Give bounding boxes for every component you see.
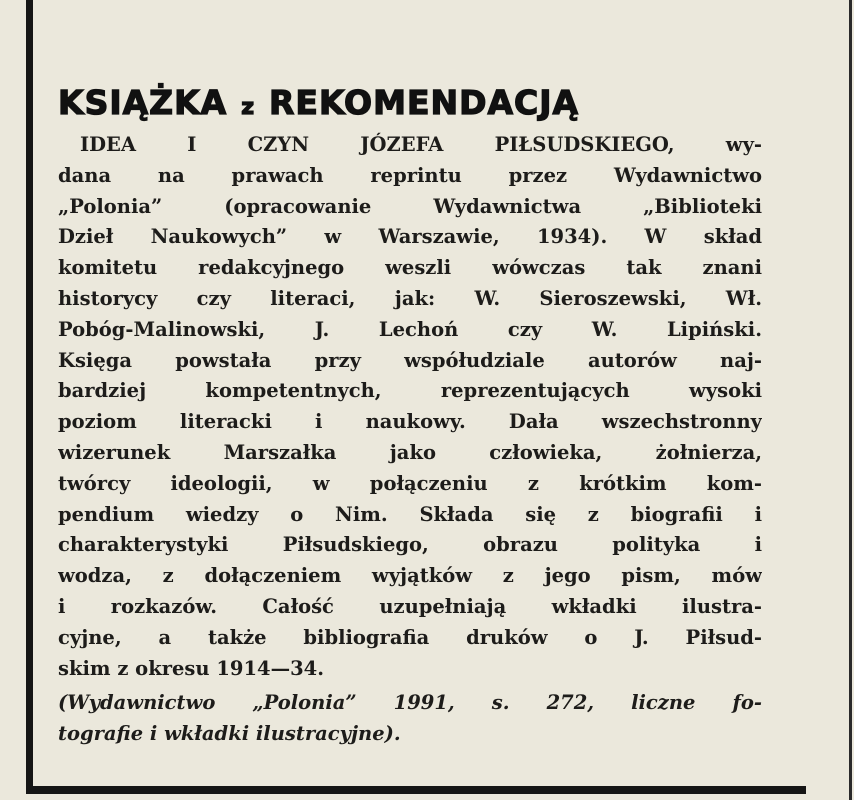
right-edge-rule bbox=[849, 0, 852, 800]
body-line: bardziej kompetentnych, reprezentujących wysoki bbox=[58, 379, 762, 403]
publication-footnote bbox=[58, 688, 762, 750]
body-line: wodza, z dołączeniem wyjątków z jego pism, mów bbox=[58, 564, 762, 588]
headline bbox=[58, 76, 762, 130]
left-column-rule bbox=[26, 0, 33, 790]
body-line: dana na prawach reprintu przez Wydawnictwo bbox=[58, 163, 762, 187]
body-line: komitetu redakcyjnego weszli wówczas tak znani bbox=[58, 256, 762, 280]
headline-part-2: z bbox=[241, 95, 256, 120]
body-line: twórcy ideologii, w połączeniu z krótkim kom- bbox=[58, 471, 762, 495]
body-line: i rozkazów. Całość uzupełniają wkładki ilustra- bbox=[58, 594, 762, 618]
bottom-rule bbox=[26, 786, 806, 794]
headline-part-1: KSIĄŻKA bbox=[58, 83, 228, 122]
body-line: cyjne, a także bibliografia druków o J. Piłsud- bbox=[58, 625, 762, 649]
body-line: skim z okresu 1914—34. bbox=[58, 656, 325, 680]
body-line: Dzieł Naukowych” w Warszawie, 1934). W skład bbox=[58, 225, 762, 249]
body-line: IDEA I CZYN JÓZEFA PIŁSUDSKIEGO, wy- bbox=[80, 133, 762, 156]
article bbox=[58, 76, 762, 750]
footnote-line: tografie i wkładki ilustracyjne). bbox=[58, 722, 401, 746]
body-line: charakterystyki Piłsudskiego, obrazu polityka i bbox=[58, 533, 762, 557]
headline-part-3: REKOMENDACJĄ bbox=[269, 83, 580, 122]
body-line: pendium wiedzy o Nim. Składa się z biografii i bbox=[58, 502, 762, 526]
body-line: poziom literacki i naukowy. Dała wszechstronny bbox=[58, 410, 762, 434]
body-line: wizerunek Marszałka jako człowieka, żołnierza, bbox=[58, 440, 762, 464]
body-line: Księga powstała przy współudziale autorów naj- bbox=[58, 348, 762, 372]
footnote-line: (Wydawnictwo „Polonia” 1991, s. 272, liczne fo- bbox=[58, 691, 762, 715]
body-line: „Polonia” (opracowanie Wydawnictwa „Biblioteki bbox=[58, 194, 762, 218]
body-line: historycy czy literaci, jak: W. Sieroszewski, Wł. bbox=[58, 286, 762, 310]
article-body bbox=[58, 130, 762, 684]
body-line: Pobóg-Malinowski, J. Lechoń czy W. Lipiński. bbox=[58, 317, 762, 341]
